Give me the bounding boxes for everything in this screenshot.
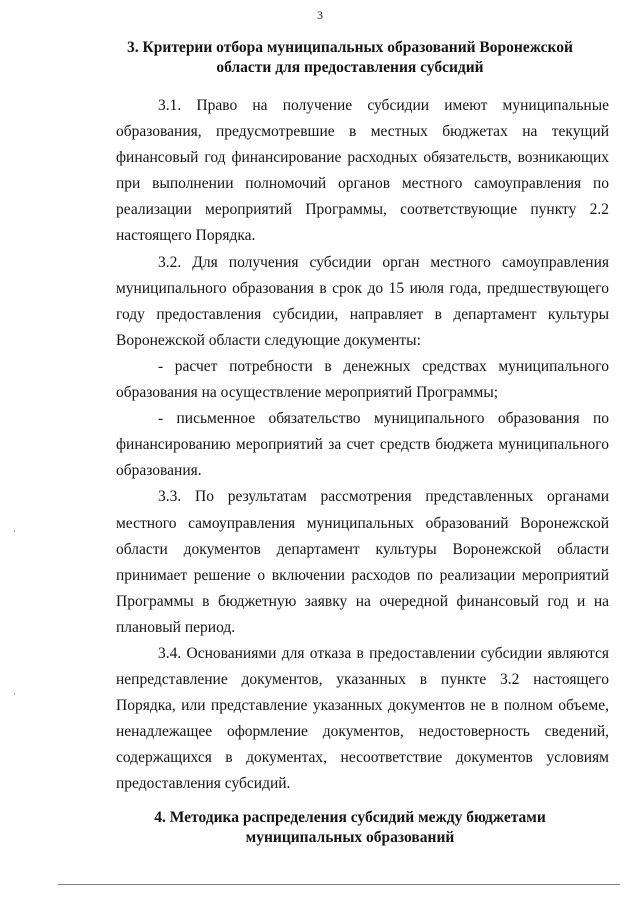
section-3-heading: [110, 38, 590, 78]
scan-bottom-edge-line: [58, 884, 620, 885]
section-4-heading-line-2: муниципальных образований: [245, 829, 455, 846]
page-number: 3: [317, 8, 323, 22]
section-3-heading-line-1: 3. Критерии отбора муниципальных образований Воронежской: [127, 39, 573, 56]
section-3-heading-line-2: области для предоставления субсидий: [216, 59, 484, 76]
section-4-heading: [110, 808, 590, 848]
section-3-body: [116, 93, 609, 798]
list-item-calculation: - расчет потребности в денежных средствах муниципального образования на осуществление мероприятий Программы;: [116, 357, 609, 402]
list-item-obligation: - письменное обязательство муниципального образования по финансированию мероприятий за счет средств бюджета муниципального образования.: [116, 410, 609, 480]
paragraph-3-1: 3.1. Право на получение субсидии имеют муниципальные образования, предусмотревшие в местных бюджетах на текущий финансовый год финансирование расходных обязательств, возникающих при выполнении полномочий органов местного самоуправления по реализации мероприятий Программы, соответствующие пункту 2.2 настоящего Порядка.: [116, 97, 609, 245]
section-4-heading-line-1: 4. Методика распределения субсидий между бюджетами: [154, 809, 546, 826]
scan-artifact-mark: [14, 693, 15, 695]
paragraph-3-4: 3.4. Основаниями для отказа в предоставлении субсидии являются непредставление документов, указанных в пункте 3.2 настоящего Порядка, или представление указанных документов не в полном объеме, ненадлежащее оформление документов, недостоверность сведений, содержащихся в документах, несоответствие документов условиям предоставления субсидий.: [116, 644, 609, 793]
paragraph-3-2: 3.2. Для получения субсидии орган местного самоуправления муниципального образования в срок до 15 июля года, предшествующего году предоставления субсидии, направляет в департамент культуры Воронежской области следующие документы:: [116, 253, 609, 349]
scan-artifact-mark: [14, 530, 15, 532]
paragraph-3-3: 3.3. По результатам рассмотрения представленных органами местного самоуправления муниципальных образований Воронежской области документов департамент культуры Воронежской области принимает решение о включении расходов по реализации мероприятий Программы в бюджетную заявку на очередной финансовый год и на плановый период.: [116, 488, 609, 636]
